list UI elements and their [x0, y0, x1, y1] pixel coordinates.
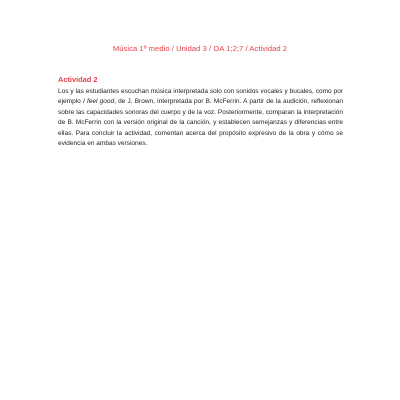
- song-title: I feel good: [82, 98, 115, 106]
- breadcrumb-header: Música 1º medio / Unidad 3 / OA 1;2;7 / Actividad 2: [112, 44, 288, 53]
- activity-title: Actividad 2: [58, 75, 98, 84]
- description-text-start: Los y las estudiantes escuchan música interpretada solo con sonidos vocales y bucales, como por ejemplo: [58, 88, 343, 106]
- description-text-end: , de J. Brown, interpretada por B. McFerrin. A partir de la audición, reflexionan sobre las capacidades sonoras del cuerpo y de la voz. Posteriormente, comparan la interpretación de B. McFerrin con la versión original de la canción, y establecen semejanzas y diferencias entre ellas. Para concluir la actividad, comentan acerca del propósito expresivo de la obra y cómo se evidencia en ambas versiones.: [58, 98, 343, 148]
- activity-description: [58, 87, 343, 149]
